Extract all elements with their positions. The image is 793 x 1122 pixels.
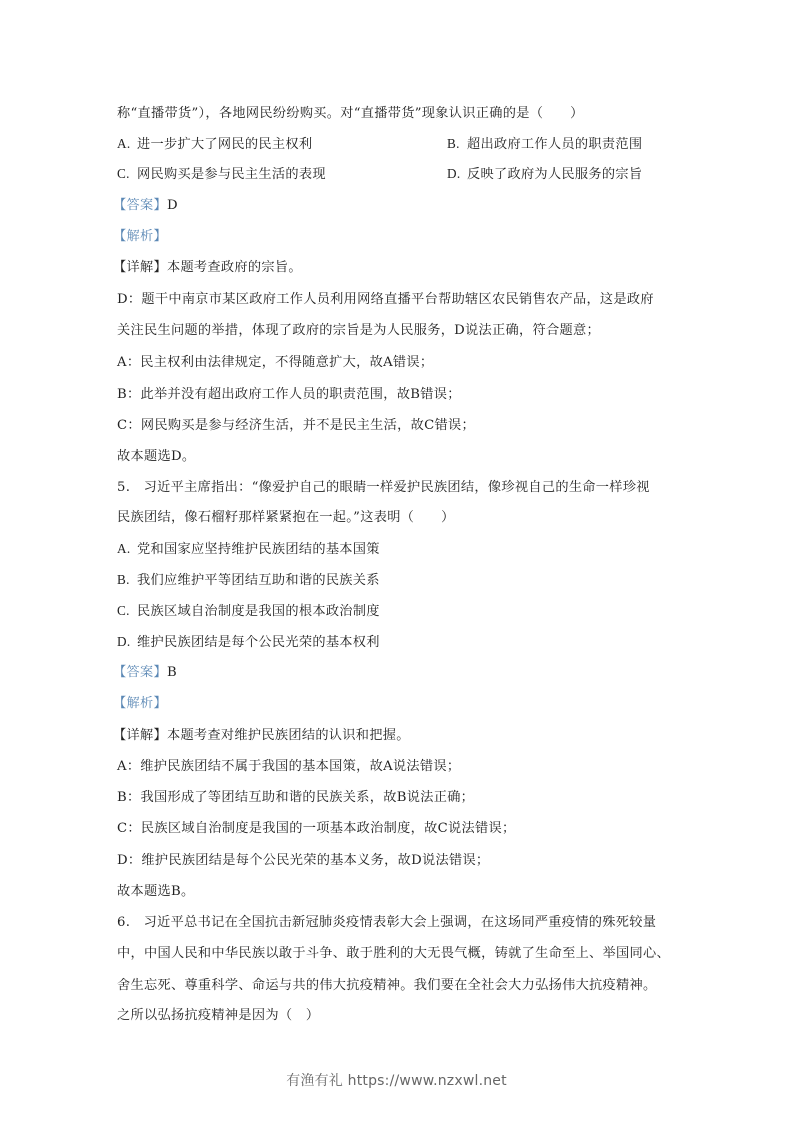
- option-letter: A.: [117, 136, 131, 151]
- detail-label: 【详解】: [113, 728, 167, 743]
- q5-detail: [113, 727, 410, 745]
- footer-watermark: 有渔有礼 https://www.nzxwl.net: [286, 1073, 507, 1089]
- q4-option-c: [117, 165, 326, 184]
- q5-option-b: [117, 571, 380, 590]
- option-letter: A.: [117, 541, 131, 556]
- option-letter: C.: [117, 166, 130, 181]
- q5-answer: [113, 664, 177, 682]
- q4-explanation-line: 关注民生问题的举措，体现了政府的宗旨是为人民服务，D说法正确，符合题意；: [117, 323, 600, 338]
- q6-stem-line: 中，中国人民和中华民族以敢于斗争、敢于胜利的大无畏气概，铸就了生命至上、举国同心、: [117, 946, 670, 961]
- option-text: 进一步扩大了网民的民主权利: [137, 137, 313, 152]
- q5-explanation-line: B：我国形成了等团结互助和谐的民族关系，故B说法正确；: [117, 790, 475, 805]
- detail-intro: 本题考查政府的宗旨。: [166, 260, 302, 275]
- option-letter: B.: [447, 136, 460, 151]
- q4-explanation-line: A：民主权利由法律规定，不得随意扩大，故A错误；: [117, 355, 434, 370]
- answer-value: D: [166, 198, 178, 213]
- q5-option-a: [117, 540, 380, 559]
- q5-explanation-line: D：维护民族团结是每个公民光荣的基本义务，故D说法错误；: [117, 853, 490, 868]
- q5-stem-line: 民族团结，像石榴籽那样紧紧抱在一起。”这表明（ ）: [117, 510, 455, 525]
- q6-stem-line: 舍生忘死、尊重科学、命运与共的伟大抗疫精神。我们要在全社会大力弘扬伟大抗疫精神。: [117, 978, 657, 993]
- option-text: 我们应维护平等团结互助和谐的民族关系: [137, 573, 380, 588]
- q5-stem-line: 5. 习近平主席指出：“像爱护自己的眼睛一样爱护民族团结，像珍视自己的生命一样珍视: [117, 480, 650, 495]
- answer-label: 【答案】: [113, 198, 167, 213]
- option-text: 民族区域自治制度是我国的根本政治制度: [137, 604, 380, 619]
- q6-stem-line: 之所以弘扬抗疫精神是因为（ ）: [117, 1008, 320, 1023]
- q4-stem-tail: 称“直播带货”），各地网民纷纷购买。对“直播带货”现象认识正确的是（ ）: [117, 106, 584, 121]
- option-text: 维护民族团结是每个公民光荣的基本权利: [137, 635, 380, 650]
- option-text: 网民购买是参与民主生活的表现: [137, 167, 326, 182]
- q5-conclusion: 故本题选B。: [117, 884, 195, 899]
- option-text: 党和国家应坚持维护民族团结的基本国策: [137, 542, 380, 557]
- q5-analysis-label: 【解析】: [113, 696, 167, 711]
- option-text: 反映了政府为人民服务的宗旨: [467, 167, 643, 182]
- q4-analysis-label: 【解析】: [113, 229, 167, 244]
- q4-answer: [113, 197, 178, 215]
- q4-conclusion: 故本题选D。: [117, 449, 196, 464]
- q4-explanation-line: B：此举并没有超出政府工作人员的职责范围，故B错误；: [117, 387, 461, 402]
- q4-option-d: [447, 165, 642, 184]
- answer-label: 【答案】: [113, 665, 167, 680]
- q4-explanation-line: D：题干中南京市某区政府工作人员利用网络直播平台帮助辖区农民销售农产品，这是政府: [117, 292, 654, 307]
- option-letter: D.: [117, 634, 131, 649]
- q4-option-b: [447, 135, 642, 154]
- q5-option-d: [117, 633, 380, 652]
- q5-option-c: [117, 602, 380, 621]
- q5-explanation-line: A：维护民族团结不属于我国的基本国策，故A说法错误；: [117, 759, 461, 774]
- option-letter: D.: [447, 166, 461, 181]
- option-letter: C.: [117, 603, 130, 618]
- option-text: 超出政府工作人员的职责范围: [467, 137, 643, 152]
- q6-stem-line: 6. 习近平总书记在全国抗击新冠肺炎疫情表彰大会上强调，在这场同严重疫情的殊死较量: [117, 915, 657, 930]
- q5-explanation-line: C：民族区域自治制度是我国的一项基本政治制度，故C说法错误；: [117, 821, 516, 836]
- q4-option-a: [117, 135, 312, 154]
- q4-detail: [113, 259, 302, 277]
- detail-label: 【详解】: [113, 260, 167, 275]
- answer-value: B: [166, 665, 177, 680]
- detail-intro: 本题考查对维护民族团结的认识和把握。: [166, 728, 410, 743]
- option-letter: B.: [117, 572, 130, 587]
- q4-explanation-line: C：网民购买是参与经济生活，并不是民主生活，故C错误；: [117, 418, 475, 433]
